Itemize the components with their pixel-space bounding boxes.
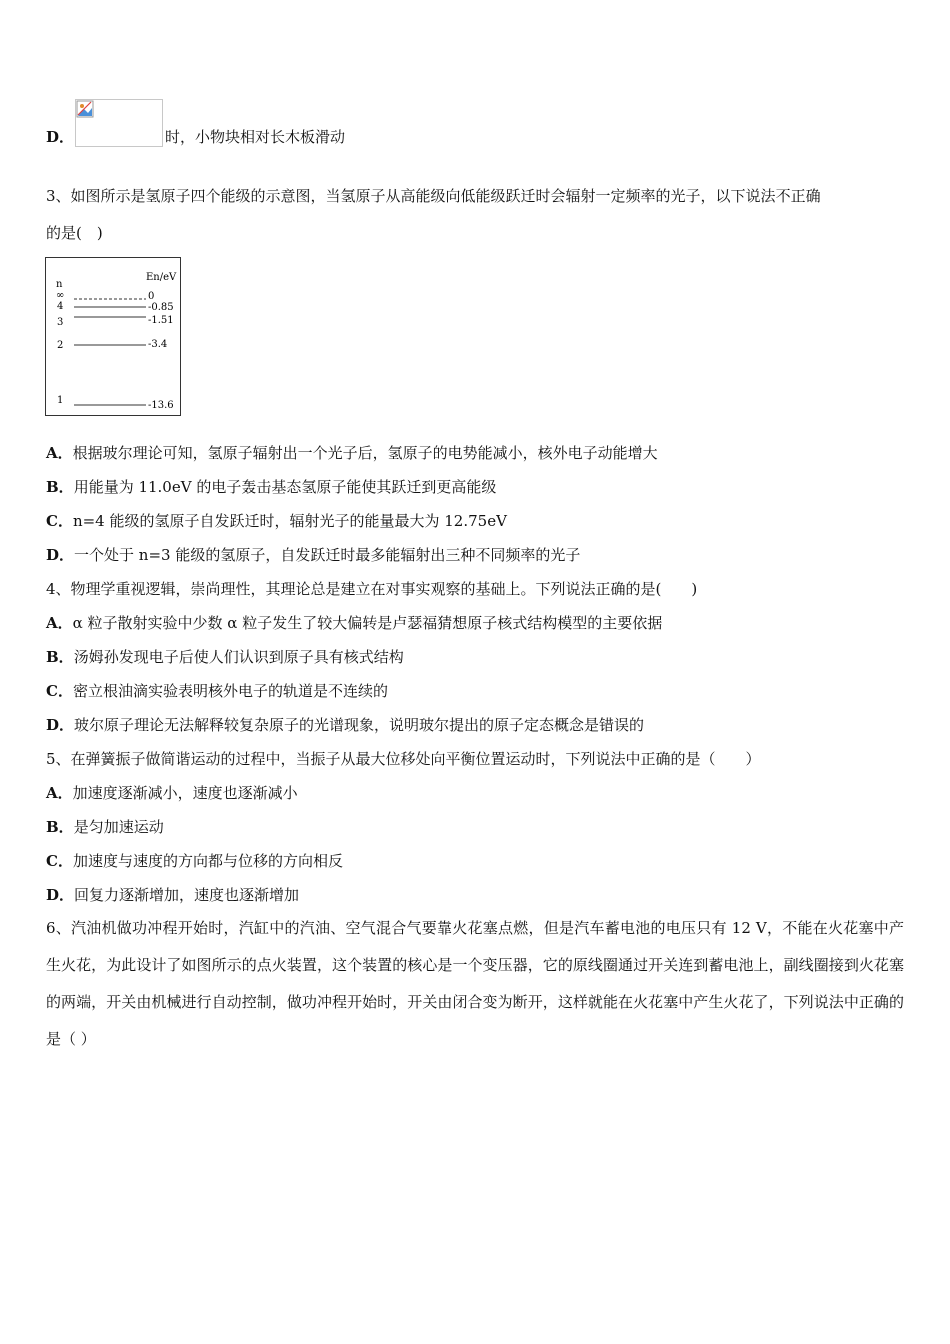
q4-stem: 4、物理学重视逻辑，崇尚理性，其理论总是建立在对事实观察的基础上。下列说法正确的是( ) — [46, 580, 698, 598]
option-label: D． — [46, 886, 75, 904]
q3-option-a — [46, 443, 658, 463]
option-label: A． — [46, 444, 73, 462]
option-text: n=4 能级的氢原子自发跃迁时，辐射光子的能量最大为 12.75eV — [72, 512, 507, 530]
option-label: B． — [46, 648, 74, 666]
option-text: 玻尔原子理论无法解释较复杂原子的光谱现象，说明玻尔提出的原子定态概念是错误的 — [74, 716, 645, 734]
q3-option-c — [46, 511, 507, 531]
option-text: 用能量为 11.0eV 的电子轰击基态氢原子能使其跃迁到更高能级 — [73, 478, 497, 496]
energy-unit-label: En/eV — [146, 272, 177, 283]
q5-option-c — [46, 851, 343, 871]
option-text: α 粒子散射实验中少数 α 粒子发生了较大偏转是卢瑟福猜想原子核式结构模型的主要依据 — [72, 614, 663, 632]
level-e-inf: 0 — [148, 291, 155, 302]
q3-option-d — [46, 545, 580, 565]
q4-option-d — [46, 715, 644, 735]
n-label: n — [56, 279, 63, 290]
option-label: C． — [46, 852, 73, 870]
energy-level-svg — [46, 258, 180, 415]
option-label: A． — [46, 784, 73, 802]
level-e-3: -1.51 — [148, 315, 174, 326]
option-text: 加速度逐渐减小，速度也逐渐减小 — [72, 784, 298, 802]
level-e-4: -0.85 — [148, 302, 174, 313]
q3-option-b — [46, 477, 496, 497]
q3-emphasis: 不正确 — [775, 187, 821, 205]
broken-image — [75, 99, 163, 147]
level-e-1: -13.6 — [148, 400, 174, 411]
level-n-3: 3 — [57, 317, 64, 328]
q6-stem: 6、汽油机做功冲程开始时，汽缸中的汽油、空气混合气要靠火花塞点燃，但是汽车蓄电池的电压只有 12 V，不能在火花塞中产生火花，为此设计了如图所示的点火装置，这个装置的核心是一个变压器，它的原线圈通过开关连到蓄电池上，副线圈接到火花塞的两端，开关由机械进行自动控制，做功冲程开始时，开关由闭合变为断开，这样就能在火花塞中产生火花了，下列说法中正确的是（ ） — [46, 919, 904, 1048]
option-text: 根据玻尔理论可知，氢原子辐射出一个光子后，氢原子的电势能减小，核外电子动能增大 — [72, 444, 658, 462]
option-label: D． — [46, 716, 75, 734]
q3-stem-line2: 的是( ) — [46, 224, 103, 242]
option-label: B． — [46, 478, 74, 496]
q4-option-c — [46, 681, 388, 701]
option-label: A． — [46, 614, 73, 632]
q3-stem-text: 3、如图所示是氢原子四个能级的示意图，当氢原子从高能级向低能级跃迁时会辐射一定频率的光子，以下说法 — [46, 187, 776, 205]
q2-option-d — [46, 127, 74, 147]
q4-option-a — [46, 613, 662, 633]
option-label: C． — [46, 512, 73, 530]
energy-level-diagram — [45, 257, 181, 416]
option-text: 回复力逐渐增加，速度也逐渐增加 — [74, 886, 300, 904]
broken-image-icon — [76, 100, 94, 118]
option-label: B． — [46, 818, 74, 836]
q5-option-a — [46, 783, 298, 803]
q4-option-b — [46, 647, 404, 667]
q5-option-b — [46, 817, 164, 837]
option-text: 汤姆孙发现电子后使人们认识到原子具有核式结构 — [73, 648, 404, 666]
q3-stem-line1 — [46, 186, 821, 206]
option-text: 是匀加速运动 — [73, 818, 164, 836]
level-n-2: 2 — [57, 340, 64, 351]
level-n-1: 1 — [57, 395, 64, 406]
level-e-2: -3.4 — [148, 339, 168, 350]
option-label: C． — [46, 682, 73, 700]
level-n-inf: ∞ — [56, 290, 65, 301]
option-label: D． — [46, 128, 75, 146]
option-label: D． — [46, 546, 75, 564]
q2-option-d-text: 时，小物块相对长木板滑动 — [165, 128, 346, 146]
option-text: 加速度与速度的方向都与位移的方向相反 — [72, 852, 343, 870]
q5-option-d — [46, 885, 299, 905]
q5-stem: 5、在弹簧振子做简谐运动的过程中，当振子从最大位移处向平衡位置运动时，下列说法中正确的是（ ） — [46, 750, 761, 768]
option-text: 一个处于 n=3 能级的氢原子，自发跃迁时最多能辐射出三种不同频率的光子 — [74, 546, 581, 564]
level-n-4: 4 — [57, 301, 64, 312]
option-text: 密立根油滴实验表明核外电子的轨道是不连续的 — [72, 682, 388, 700]
